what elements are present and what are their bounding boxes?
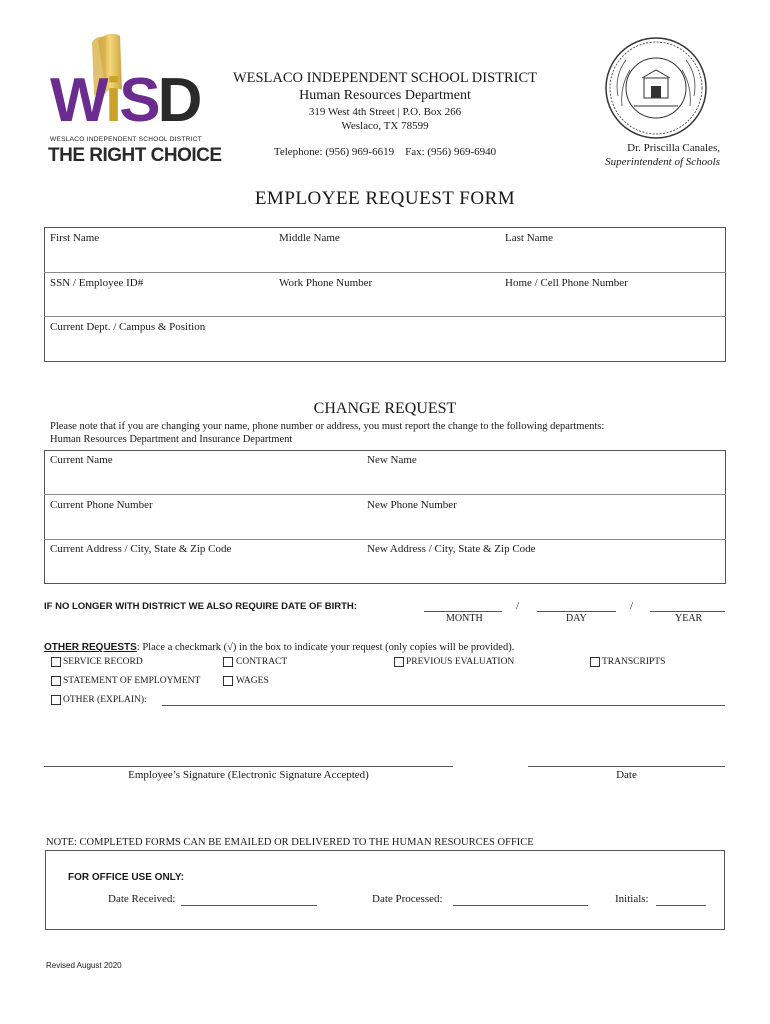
district-name: WESLACO INDEPENDENT SCHOOL DISTRICT [232, 70, 538, 86]
date-line [528, 766, 725, 767]
other-label: OTHER (EXPLAIN): [63, 695, 147, 705]
ssn-label: SSN / Employee ID# [50, 277, 144, 289]
change-note-line-2: Human Resources Department and Insurance Department [50, 434, 293, 445]
date-label: Date [616, 769, 637, 781]
signature-label: Employee’s Signature (Electronic Signature Accepted) [128, 769, 369, 781]
office-use-title: FOR OFFICE USE ONLY: [68, 872, 185, 883]
new-name-label: New Name [367, 454, 417, 466]
day-line [537, 611, 616, 612]
date-separator: / [516, 600, 520, 612]
transcripts-checkbox[interactable] [590, 657, 600, 667]
service-record-label: SERVICE RECORD [63, 657, 143, 667]
other-requests-instruction: : Place a checkmark (√) in the box to indicate your request (only copies will be provided). [136, 642, 515, 653]
address-line-2: Weslaco, TX 78599 [341, 120, 429, 132]
new-phone-field[interactable] [363, 513, 723, 537]
district-seal [604, 36, 708, 140]
current-phone-label: Current Phone Number [50, 499, 153, 511]
other-explain-field[interactable] [162, 691, 725, 705]
superintendent-title: Superintendent of Schools [605, 156, 720, 168]
new-address-field[interactable] [363, 557, 723, 582]
contract-checkbox[interactable] [223, 657, 233, 667]
dept-field[interactable] [46, 335, 723, 359]
middle-name-label: Middle Name [279, 232, 340, 244]
wisd-logo [48, 30, 222, 168]
wages-checkbox[interactable] [223, 676, 233, 686]
month-line [424, 611, 502, 612]
superintendent-name: Dr. Priscilla Canales, [627, 142, 720, 154]
change-note-line-1: Please note that if you are changing your name, phone number or address, you must report the change to the following departments: [50, 421, 605, 432]
employee-signature-field[interactable] [44, 742, 453, 766]
submission-note: NOTE: COMPLETED FORMS CAN BE EMAILED OR DELIVERED TO THE HUMAN RESOURCES OFFICE [46, 837, 534, 848]
birth-day-field[interactable] [537, 597, 616, 611]
month-label: MONTH [446, 613, 483, 624]
new-address-label: New Address / City, State & Zip Code [367, 543, 536, 555]
ssn-field[interactable] [46, 291, 272, 314]
department-name: Human Resources Department [299, 88, 471, 103]
form-title: EMPLOYEE REQUEST FORM [254, 188, 516, 209]
last-name-label: Last Name [505, 232, 553, 244]
day-label: DAY [566, 613, 587, 624]
other-requests-label: OTHER REQUESTS [44, 642, 137, 653]
logo-district-line: WESLACO INDEPENDENT SCHOOL DISTRICT [50, 136, 203, 143]
work-phone-field[interactable] [275, 291, 499, 314]
other-explain-line [162, 705, 725, 706]
revised-date: Revised August 2020 [46, 961, 122, 970]
current-name-label: Current Name [50, 454, 113, 466]
other-requests-line [44, 637, 514, 655]
statement-of-employment-label: STATEMENT OF EMPLOYMENT [63, 676, 201, 686]
previous-evaluation-checkbox[interactable] [394, 657, 404, 667]
date-processed-field[interactable] [453, 891, 588, 905]
work-phone-label: Work Phone Number [279, 277, 373, 289]
other-checkbox[interactable] [51, 695, 61, 705]
current-phone-field[interactable] [46, 513, 362, 537]
year-label: YEAR [675, 613, 703, 624]
divider [44, 539, 726, 540]
divider [44, 494, 726, 495]
current-address-label: Current Address / City, State & Zip Code [50, 543, 232, 555]
service-record-checkbox[interactable] [51, 657, 61, 667]
initials-line [656, 905, 706, 906]
divider [44, 272, 726, 273]
logo-tagline: THE RIGHT CHOICE [48, 145, 222, 166]
contract-label: CONTRACT [236, 657, 288, 667]
dept-label: Current Dept. / Campus & Position [50, 321, 206, 333]
birth-month-field[interactable] [424, 597, 502, 611]
logo-letters: WiSD [50, 66, 200, 135]
date-processed-line [453, 905, 588, 906]
date-received-field[interactable] [181, 891, 317, 905]
birth-date-label: IF NO LONGER WITH DISTRICT WE ALSO REQUIRE DATE OF BIRTH: [44, 601, 357, 612]
year-line [650, 611, 725, 612]
initials-field[interactable] [656, 891, 706, 905]
current-name-field[interactable] [46, 468, 362, 492]
first-name-field[interactable] [46, 246, 272, 270]
telephone: Telephone: (956) 969-6619 [273, 146, 395, 158]
seal-icon [604, 36, 708, 140]
middle-name-field[interactable] [275, 246, 499, 270]
last-name-field[interactable] [501, 246, 723, 270]
date-received-line [181, 905, 317, 906]
statement-of-employment-checkbox[interactable] [51, 676, 61, 686]
divider [44, 316, 726, 317]
contact-line [210, 146, 560, 158]
signature-line [44, 766, 453, 767]
previous-evaluation-label: PREVIOUS EVALUATION [406, 657, 515, 667]
initials-label: Initials: [615, 893, 649, 905]
office-use-box [45, 850, 725, 930]
wages-label: WAGES [236, 676, 269, 686]
first-name-label: First Name [50, 232, 100, 244]
fax: Fax: (956) 969-6940 [405, 146, 497, 158]
date-processed-label: Date Processed: [372, 893, 443, 905]
signature-date-field[interactable] [528, 742, 725, 766]
date-received-label: Date Received: [108, 893, 176, 905]
change-request-title: CHANGE REQUEST [313, 400, 457, 417]
current-address-field[interactable] [46, 557, 362, 582]
transcripts-label: TRANSCRIPTS [602, 657, 666, 667]
birth-year-field[interactable] [650, 597, 725, 611]
home-phone-field[interactable] [501, 291, 723, 314]
address-line-1: 319 West 4th Street | P.O. Box 266 [308, 106, 462, 118]
home-phone-label: Home / Cell Phone Number [505, 277, 628, 289]
new-name-field[interactable] [363, 468, 723, 492]
new-phone-label: New Phone Number [367, 499, 457, 511]
date-separator: / [630, 600, 634, 612]
